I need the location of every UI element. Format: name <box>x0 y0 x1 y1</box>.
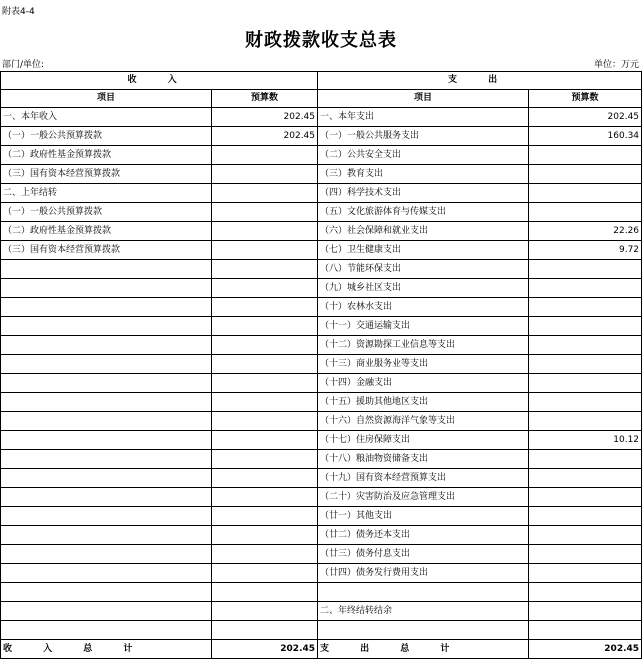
dept-label: 部门/单位: <box>2 60 45 70</box>
expense-value-cell <box>529 336 642 355</box>
table-row <box>1 336 642 355</box>
income-value-cell <box>212 602 318 621</box>
expense-value-cell <box>529 146 642 165</box>
expense-item-cell: （二十）灾害防治及应急管理支出 <box>318 488 529 507</box>
income-value-cell <box>212 450 318 469</box>
income-item-cell <box>1 393 212 412</box>
income-value-cell: 202.45 <box>212 108 318 127</box>
expense-item-cell: （六）社会保障和就业支出 <box>318 222 529 241</box>
expense-item-cell: （十）农林水支出 <box>318 298 529 317</box>
income-value-cell <box>212 317 318 336</box>
expense-total-label: 支 出 总 计 <box>318 640 529 659</box>
income-section-header: 收 入 <box>1 72 318 90</box>
table-row <box>1 545 642 564</box>
income-value-cell <box>212 507 318 526</box>
expense-item-cell: （廿一）其他支出 <box>318 507 529 526</box>
table-row <box>1 203 642 222</box>
expense-value-cell <box>529 412 642 431</box>
income-value-cell <box>212 431 318 450</box>
income-value-cell <box>212 298 318 317</box>
expense-item-cell: （十五）援助其他地区支出 <box>318 393 529 412</box>
totals-row <box>1 640 642 659</box>
income-value-cell <box>212 583 318 602</box>
expense-value-cell <box>529 355 642 374</box>
income-value-cell <box>212 260 318 279</box>
income-value-cell <box>212 165 318 184</box>
income-total-label: 收 入 总 计 <box>1 640 212 659</box>
expense-item-cell: （四）科学技术支出 <box>318 184 529 203</box>
expense-value-cell <box>529 393 642 412</box>
expense-budget-header: 预算数 <box>529 90 642 108</box>
income-item-cell <box>1 279 212 298</box>
income-value-cell <box>212 355 318 374</box>
income-total-value: 202.45 <box>212 640 318 659</box>
income-value-cell <box>212 526 318 545</box>
income-item-cell: （二）政府性基金预算拨款 <box>1 146 212 165</box>
expense-value-cell <box>529 507 642 526</box>
table-row <box>1 488 642 507</box>
expense-value-cell <box>529 545 642 564</box>
income-item-cell: （一）一般公共预算拨款 <box>1 203 212 222</box>
expense-item-cell: （廿二）债务还本支出 <box>318 526 529 545</box>
income-value-cell <box>212 203 318 222</box>
expense-value-cell: 22.26 <box>529 222 642 241</box>
expense-item-cell: （九）城乡社区支出 <box>318 279 529 298</box>
income-item-cell: （三）国有资本经营预算拨款 <box>1 165 212 184</box>
income-item-cell: 二、上年结转 <box>1 184 212 203</box>
income-budget-header: 预算数 <box>212 90 318 108</box>
expense-value-cell <box>529 564 642 583</box>
table-row <box>1 431 642 450</box>
table-row <box>1 146 642 165</box>
table-row <box>1 583 642 602</box>
table-row <box>1 184 642 203</box>
expense-item-cell: （一）一般公共服务支出 <box>318 127 529 146</box>
table-row <box>1 507 642 526</box>
income-value-cell: 202.45 <box>212 127 318 146</box>
table-row <box>1 412 642 431</box>
income-item-cell <box>1 469 212 488</box>
expense-item-cell: （八）节能环保支出 <box>318 260 529 279</box>
expense-value-cell <box>529 469 642 488</box>
income-value-cell <box>212 412 318 431</box>
table-row <box>1 621 642 640</box>
income-item-cell <box>1 317 212 336</box>
expense-item-cell: （十七）住房保障支出 <box>318 431 529 450</box>
income-value-cell <box>212 146 318 165</box>
expense-value-cell <box>529 488 642 507</box>
income-item-cell <box>1 374 212 393</box>
table-row <box>1 393 642 412</box>
table-row <box>1 564 642 583</box>
expense-total-value: 202.45 <box>529 640 642 659</box>
table-row <box>1 108 642 127</box>
expense-item-cell <box>318 621 529 640</box>
expense-value-cell <box>529 374 642 393</box>
income-value-cell <box>212 488 318 507</box>
income-item-cell <box>1 545 212 564</box>
income-item-cell <box>1 507 212 526</box>
expense-value-cell <box>529 602 642 621</box>
page-title: 财政拨款收支总表 <box>245 30 397 51</box>
expense-item-cell <box>318 583 529 602</box>
expense-value-cell <box>529 165 642 184</box>
income-item-cell <box>1 526 212 545</box>
column-header-row <box>1 90 642 108</box>
expense-item-cell: （二）公共安全支出 <box>318 146 529 165</box>
expense-item-cell: （十一）交通运输支出 <box>318 317 529 336</box>
expense-value-cell <box>529 260 642 279</box>
expense-item-cell: （十六）自然资源海洋气象等支出 <box>318 412 529 431</box>
table-row <box>1 374 642 393</box>
expense-value-cell <box>529 298 642 317</box>
table-row <box>1 241 642 260</box>
expense-item-cell: （三）教育支出 <box>318 165 529 184</box>
expense-item-cell: （五）文化旅游体育与传媒支出 <box>318 203 529 222</box>
table-row <box>1 526 642 545</box>
expense-item-cell: （十二）资源勘探工业信息等支出 <box>318 336 529 355</box>
income-value-cell <box>212 336 318 355</box>
income-item-cell <box>1 488 212 507</box>
table-row <box>1 317 642 336</box>
income-item-cell <box>1 412 212 431</box>
income-item-header: 项目 <box>1 90 212 108</box>
expense-value-cell <box>529 450 642 469</box>
income-item-cell <box>1 355 212 374</box>
table-row <box>1 165 642 184</box>
income-value-cell <box>212 184 318 203</box>
income-item-cell: （一）一般公共预算拨款 <box>1 127 212 146</box>
expense-item-cell: （廿四）债务发行费用支出 <box>318 564 529 583</box>
income-value-cell <box>212 545 318 564</box>
fiscal-summary-table <box>0 71 642 659</box>
income-item-cell <box>1 602 212 621</box>
expense-value-cell <box>529 526 642 545</box>
expense-item-cell: （十八）粮油物资储备支出 <box>318 450 529 469</box>
expense-item-cell: （廿三）债务付息支出 <box>318 545 529 564</box>
expense-value-cell: 160.34 <box>529 127 642 146</box>
expense-item-cell: （十九）国有资本经营预算支出 <box>318 469 529 488</box>
income-item-cell <box>1 450 212 469</box>
income-item-cell <box>1 564 212 583</box>
expense-value-cell <box>529 203 642 222</box>
table-row <box>1 260 642 279</box>
income-value-cell <box>212 564 318 583</box>
income-item-cell <box>1 336 212 355</box>
income-value-cell <box>212 222 318 241</box>
table-row <box>1 298 642 317</box>
income-value-cell <box>212 469 318 488</box>
table-row <box>1 450 642 469</box>
unit-label: 单位：万元 <box>593 60 639 70</box>
table-row <box>1 602 642 621</box>
annex-label: 附表4-4 <box>2 7 35 17</box>
expense-value-cell: 202.45 <box>529 108 642 127</box>
table-row <box>1 279 642 298</box>
expense-value-cell <box>529 583 642 602</box>
expense-value-cell <box>529 279 642 298</box>
expense-value-cell: 9.72 <box>529 241 642 260</box>
income-item-cell: 一、本年收入 <box>1 108 212 127</box>
expense-item-header: 项目 <box>318 90 529 108</box>
income-item-cell <box>1 431 212 450</box>
income-item-cell <box>1 583 212 602</box>
income-value-cell <box>212 393 318 412</box>
expense-item-cell: 二、年终结转结余 <box>318 602 529 621</box>
expense-value-cell: 10.12 <box>529 431 642 450</box>
expense-item-cell: 一、本年支出 <box>318 108 529 127</box>
income-item-cell <box>1 621 212 640</box>
section-header-row <box>1 72 642 90</box>
expense-value-cell <box>529 621 642 640</box>
income-item-cell <box>1 260 212 279</box>
income-value-cell <box>212 279 318 298</box>
expense-item-cell: （十三）商业服务业等支出 <box>318 355 529 374</box>
expense-value-cell <box>529 317 642 336</box>
income-item-cell: （三）国有资本经营预算拨款 <box>1 241 212 260</box>
expense-item-cell: （七）卫生健康支出 <box>318 241 529 260</box>
expense-section-header: 支 出 <box>318 72 642 90</box>
income-item-cell <box>1 298 212 317</box>
table-row <box>1 355 642 374</box>
expense-value-cell <box>529 184 642 203</box>
table-row <box>1 469 642 488</box>
income-item-cell: （二）政府性基金预算拨款 <box>1 222 212 241</box>
income-value-cell <box>212 374 318 393</box>
expense-item-cell: （十四）金融支出 <box>318 374 529 393</box>
table-row <box>1 127 642 146</box>
table-row <box>1 222 642 241</box>
income-value-cell <box>212 621 318 640</box>
income-value-cell <box>212 241 318 260</box>
